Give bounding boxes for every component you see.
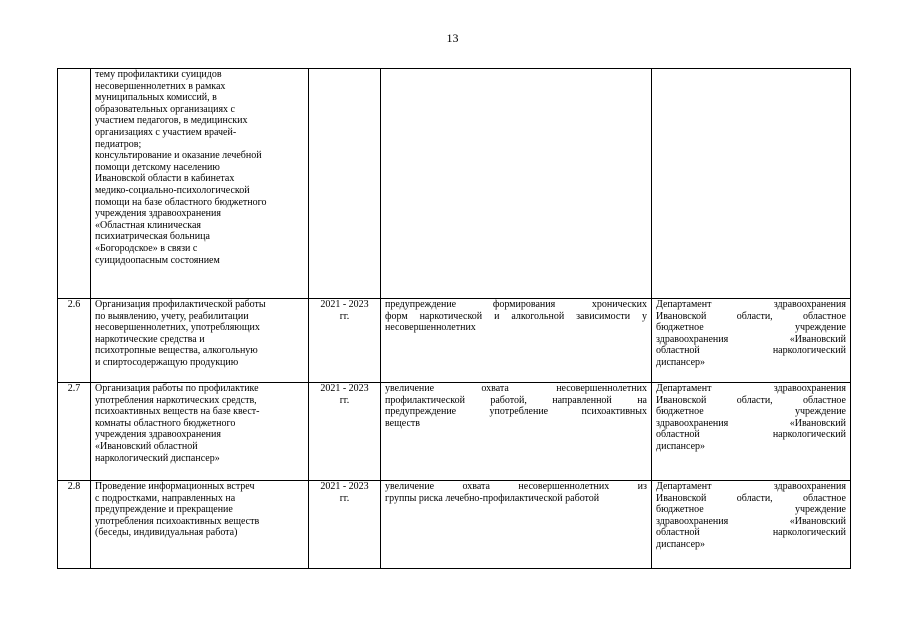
table-row: [58, 383, 851, 481]
activity-cell: Проведение информационных встреч с подростками, направленных на предупреждение и прекращение употребления психоактивных веществ (беседы, индивидуальная работа): [91, 481, 309, 569]
result-cell: [381, 69, 652, 299]
term-cell: 2021 - 2023 гг.: [309, 299, 381, 383]
executor-cell: Департамент здравоохранения Ивановской области, областное бюджетное учреждение здравоохранения «Ивановский областной наркологический диспансер»: [652, 481, 851, 569]
result-cell: увеличение охвата несовершеннолетних профилактической работой, направленной на предупреждение употребление психоактивных веществ: [381, 383, 652, 481]
activities-table: [57, 68, 851, 569]
executor-cell: Департамент здравоохранения Ивановской области, областное бюджетное учреждение здравоохранения «Ивановский областной наркологический диспансер»: [652, 299, 851, 383]
activity-cell: Организация работы по профилактике употребления наркотических средств, психоактивных веществ на базе квест- комнаты областного бюджетного учреждения здравоохранения «Ивановский областной наркологический диспансер»: [91, 383, 309, 481]
page-number: 13: [446, 31, 459, 45]
row-number-cell: 2.6: [58, 299, 91, 383]
executor-cell: Департамент здравоохранения Ивановской области, областное бюджетное учреждение здравоохранения «Ивановский областной наркологический диспансер»: [652, 383, 851, 481]
activity-cell: Организация профилактической работы по выявлению, учету, реабилитации несовершеннолетних, употребляющих наркотические средства и психотропные вещества, алкогольную и спиртосодержащую продукцию: [91, 299, 309, 383]
row-number-cell: [58, 69, 91, 299]
executor-cell: [652, 69, 851, 299]
table-row: [58, 69, 851, 299]
term-cell: 2021 - 2023 гг.: [309, 481, 381, 569]
table-row: [58, 299, 851, 383]
result-cell: предупреждение формирования хронических форм наркотической и алкогольной зависимости у несовершеннолетних: [381, 299, 652, 383]
row-number-cell: 2.8: [58, 481, 91, 569]
table-row: [58, 481, 851, 569]
term-cell: [309, 69, 381, 299]
activity-cell: тему профилактики суицидов несовершеннолетних в рамках муниципальных комиссий, в образовательных организациях с участием педагогов, в медицинских организациях с участием врачей- педиатров; консультирование и оказание лечебной помощи детскому населению Ивановской области в кабинетах медико-социально-психологической помощи на базе областного бюджетного учреждения здравоохранения «Областная клиническая психиатрическая больница «Богородское» в связи с суицидоопасным состоянием: [91, 69, 309, 299]
result-cell: увеличение охвата несовершеннолетних из группы риска лечебно-профилактической работой: [381, 481, 652, 569]
row-number-cell: 2.7: [58, 383, 91, 481]
term-cell: 2021 - 2023 гг.: [309, 383, 381, 481]
